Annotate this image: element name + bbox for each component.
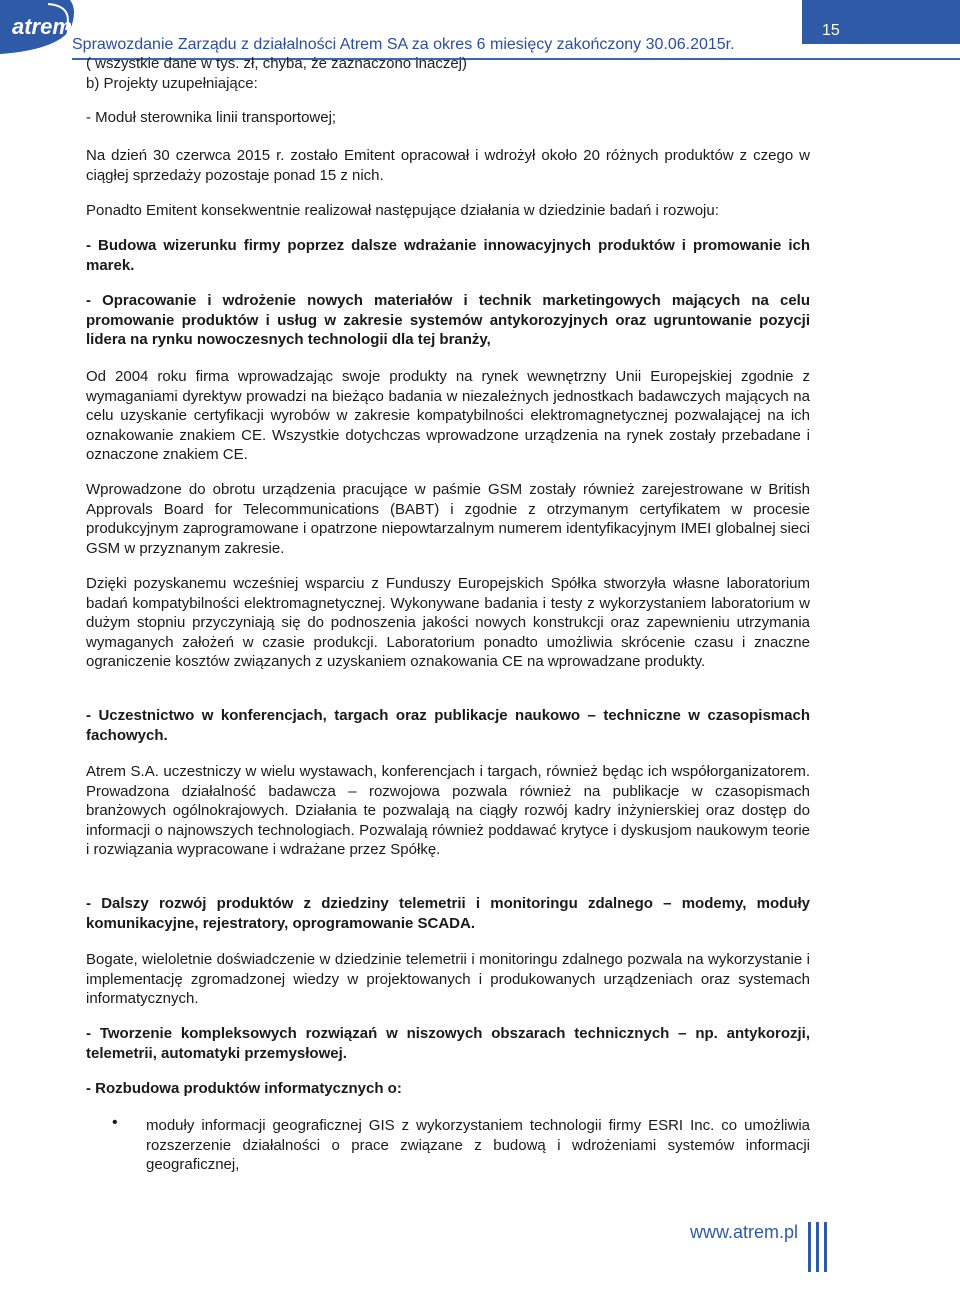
heading-telemetry: - Dalszy rozwój produktów z dziedziny telemetrii i monitoringu zdalnego – modemy, moduły komunikacyjne, rejestratory, oprogramowanie SCADA.: [86, 895, 810, 932]
heading-marketing: - Opracowanie i wdrożenie nowych materiałów i technik marketingowych mających na celu promowanie produktów i usług w zakresie systemów antykorozyjnych oraz ugruntowanie pozycji lidera na rynku nowoczesnych technologii dla tej branży,: [86, 292, 810, 348]
footer-bar: [824, 1222, 827, 1272]
heading-niche-solutions: - Tworzenie kompleksowych rozwiązań w niszowych obszarach technicznych – np. antykorozji, telemetrii, automatyki przemysłowej.: [86, 1025, 810, 1062]
units-note: ( wszystkie dane w tys. zł, chyba, że zaznaczono inaczej): [86, 55, 467, 72]
heading-brand-building: - Budowa wizerunku firmy poprzez dalsze wdrażanie innowacyjnych produktów i promowanie ich marek.: [86, 237, 810, 274]
paragraph-ce-certification: Od 2004 roku firma wprowadzając swoje produkty na rynek wewnętrzny Unii Europejskiej zgodnie z wymaganiami dyrektyw prowadzi na bieżąco badania w niezależnych jednostkach badawczych mających na celu uzyskanie certyfikacji wyrobów w zakresie kompatybilności elektromagnetycznej pozwalającej na ich oznakowanie znakiem CE. Wszystkie dotychczas wprowadzone urządzenia na rynek zostały przebadane i oznaczone znakiem CE.: [86, 368, 810, 463]
paragraph-babt: Wprowadzone do obrotu urządzenia pracujące w paśmie GSM zostały również zarejestrowane w British Approvals Board for Telecommunications (BABT) i zgodnie z otrzymanym certyfikatem w procesie produkcyjnym zaprogramowane i opatrzone niepowtarzalnym numerem identyfikacyjnym IMEI globalnej sieci GSM w przyznanym zakresie.: [86, 481, 810, 557]
paragraph-telemetry-experience: Bogate, wieloletnie doświadczenie w dziedzinie telemetrii i monitoringu zdalnego pozwala na wykorzystanie i implementację zgromadzonej wiedzy w projektowanych i produkowanych urządzeniach oraz systemach informatycznych.: [86, 951, 810, 1007]
heading-conferences: - Uczestnictwo w konferencjach, targach oraz publikacje naukowo – techniczne w czasopismach fachowych.: [86, 707, 810, 744]
heading-it-products: - Rozbudowa produktów informatycznych o:: [86, 1080, 402, 1097]
paragraph-module: - Moduł sterownika linii transportowej;: [86, 109, 337, 126]
paragraph-rnd-intro: Ponadto Emitent konsekwentnie realizował następujące działania w dziedzinie badań i rozwoju:: [86, 202, 719, 219]
paragraph-exhibitions: Atrem S.A. uczestniczy w wielu wystawach, konferencjach i targach, również będąc ich współorganizatorem. Prowadzona działalność badawcza – rozwojowa pozwala również na publikacje w czasopismach branżowych ogólnokrajowych. Działania te pozwalają na ciągły rozwój kadry inżynierskiej oraz dostęp do informacji o najnowszych technologiach. Pozwalają również poddawać krytyce i dyskusjom naukowym teorie i rozwiązania wypracowane i wdrażane przez Spółkę.: [86, 763, 810, 858]
footer-url[interactable]: www.atrem.pl: [690, 1222, 799, 1242]
section-subheading: b) Projekty uzupełniające:: [86, 75, 258, 92]
bullet-icon: •: [112, 1114, 118, 1131]
paragraph-laboratory: Dzięki pozyskanemu wcześniej wsparciu z Funduszy Europejskich Spółka stworzyła własne laboratorium badań kompatybilności elektromagnetycznej. Wykonywane badania i testy z wykorzystaniem laboratorium w dużym stopniu przyczyniają się do podnoszenia jakości nowych konstrukcji oraz zapewnieniu utrzymania wymaganych założeń w czasie produkcji. Laboratorium ponadto umożliwia skrócenie czasu i znaczne ograniczenie kosztów związanych z uzyskaniem oznakowania CE na wprowadzane produkty.: [86, 575, 810, 670]
page-number: 15: [822, 22, 840, 39]
document-title: Sprawozdanie Zarządu z działalności Atrem SA za okres 6 miesięcy zakończony 30.06.2015r.: [72, 36, 735, 53]
footer-bar: [808, 1222, 811, 1272]
logo-text: atrem: [12, 14, 72, 39]
footer-decoration: [806, 1222, 830, 1282]
bullet-gis: moduły informacji geograficznej GIS z wykorzystaniem technologii firmy ESRI Inc. co umożliwia rozszerzenie działalności o prace związane z budową i wdrożeniami systemów informacji geograficznej,: [146, 1117, 810, 1173]
footer-bar: [816, 1222, 819, 1272]
paragraph-products-count: Na dzień 30 czerwca 2015 r. zostało Emitent opracował i wdrożył około 20 różnych produktów z czego w ciągłej sprzedaży pozostaje ponad 15 z nich.: [86, 147, 810, 184]
